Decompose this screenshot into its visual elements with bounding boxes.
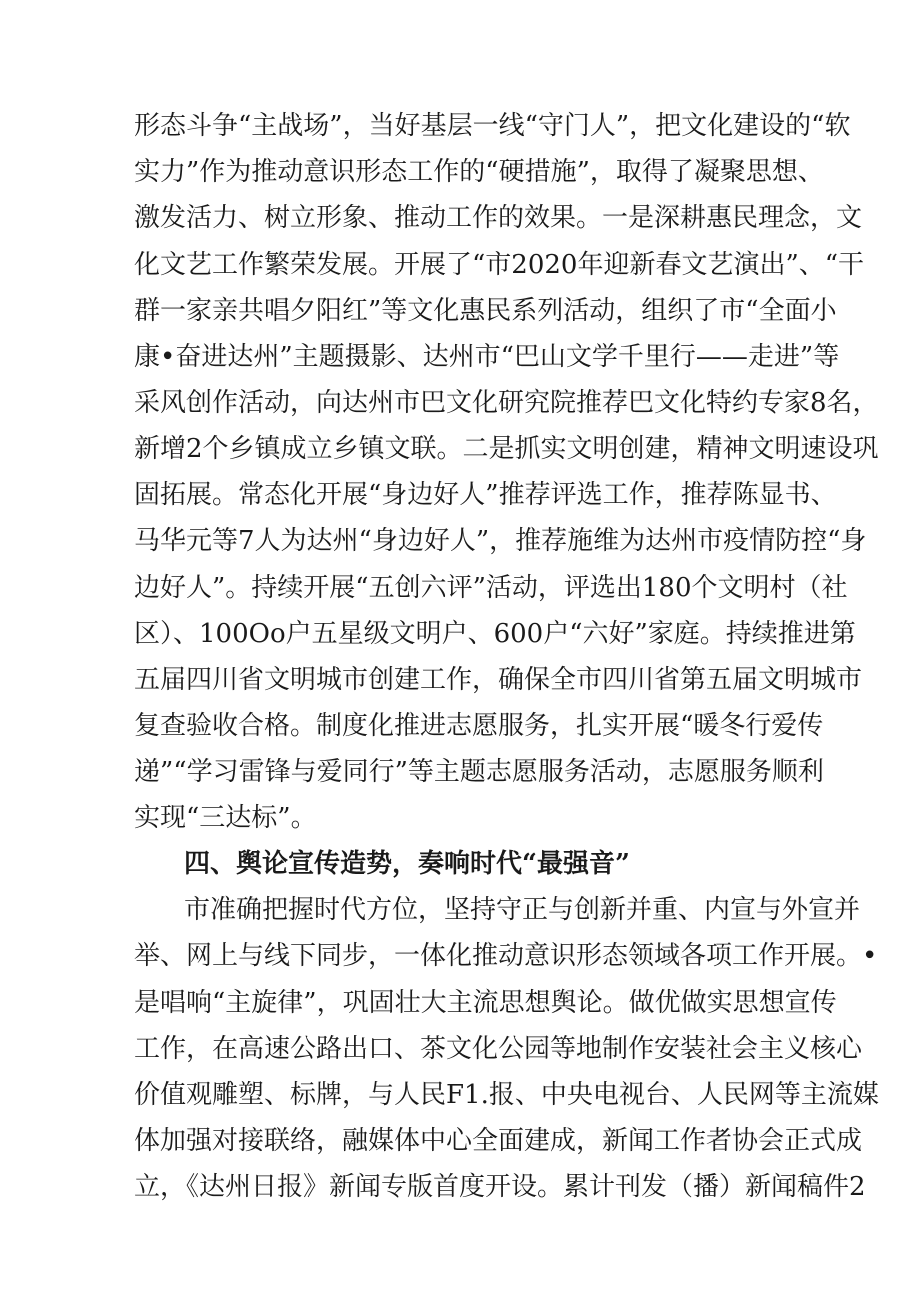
text-line: 递”“学习雷锋与爱同行”等主题志愿服务活动，志愿服务顺利 <box>134 757 824 787</box>
text-line: 激发活力、树立形象、推动工作的效果。一是深耕惠民理念，文 <box>134 203 863 233</box>
text-line-first: 市准确把握时代方位，坚持守正与创新并重、内宣与外宣并 <box>184 895 861 925</box>
text-line: 采风创作活动，向达州市巴文化研究院推荐巴文化特约专家8名， <box>134 388 879 418</box>
text-line: 康•奋进达州”主题摄影、达州市“巴山文学千里行——走进”等 <box>134 342 840 372</box>
text-line: 群一家亲共唱夕阳红”等文化惠民系列活动，组织了市“全面小 <box>134 296 837 326</box>
text-line: 化文艺工作繁荣发展。开展了“市2020年迎新春文艺演出”、“干 <box>134 250 865 280</box>
text-line: 复查验收合格。制度化推进志愿服务，扎实开展“暖冬行爱传 <box>134 711 824 741</box>
text-line: 形态斗争“主战场”，当好基层一线“守门人”，把文化建设的“软 <box>134 111 851 141</box>
text-line: 实现“三达标”。 <box>134 803 317 833</box>
text-line: 边好人”。持续开展“五创六评”活动，评选出180个文明村（社 <box>134 573 848 603</box>
section-heading: 四、舆论宣传造势，奏响时代“最强音” <box>184 849 630 879</box>
text-line: 实力”作为推动意识形态工作的“硬措施”，取得了凝聚思想、 <box>134 157 824 187</box>
text-line: 固拓展。常态化开展“身边好人”推荐评选工作，推荐陈显书、 <box>134 480 837 510</box>
text-line: 五届四川省文明城市创建工作，确保全市四川省第五届文明城市 <box>134 665 863 695</box>
text-line: 举、网上与线下同步，一体化推动意识形态领域各项工作开展。• <box>134 941 878 971</box>
text-line: 立，《达州日报》新闻专版首度开设。累计刊发（播）新闻稿件2 <box>134 1172 866 1202</box>
text-line: 价值观雕塑、标牌，与人民F1.报、中央电视台、人民网等主流媒 <box>134 1080 879 1110</box>
text-line: 马华元等7人为达州“身边好人”，推荐施维为达州市疫情防控“身 <box>134 526 867 556</box>
text-line: 是唱响“主旋律”，巩固壮大主流思想舆论。做优做实思想宣传 <box>134 988 837 1018</box>
text-line: 新增2个乡镇成立乡镇文联。二是抓实文明创建，精神文明速设巩 <box>134 434 879 464</box>
text-line: 工作，在高速公路出口、茶文化公园等地制作安装社会主义核心 <box>134 1034 863 1064</box>
text-line: 体加强对接联络，融媒体中心全面建成，新闻工作者协会正式成 <box>134 1126 863 1156</box>
text-line: 区）、100Oo户五星级文明户、600户“六好”家庭。持续推进第 <box>134 619 856 649</box>
